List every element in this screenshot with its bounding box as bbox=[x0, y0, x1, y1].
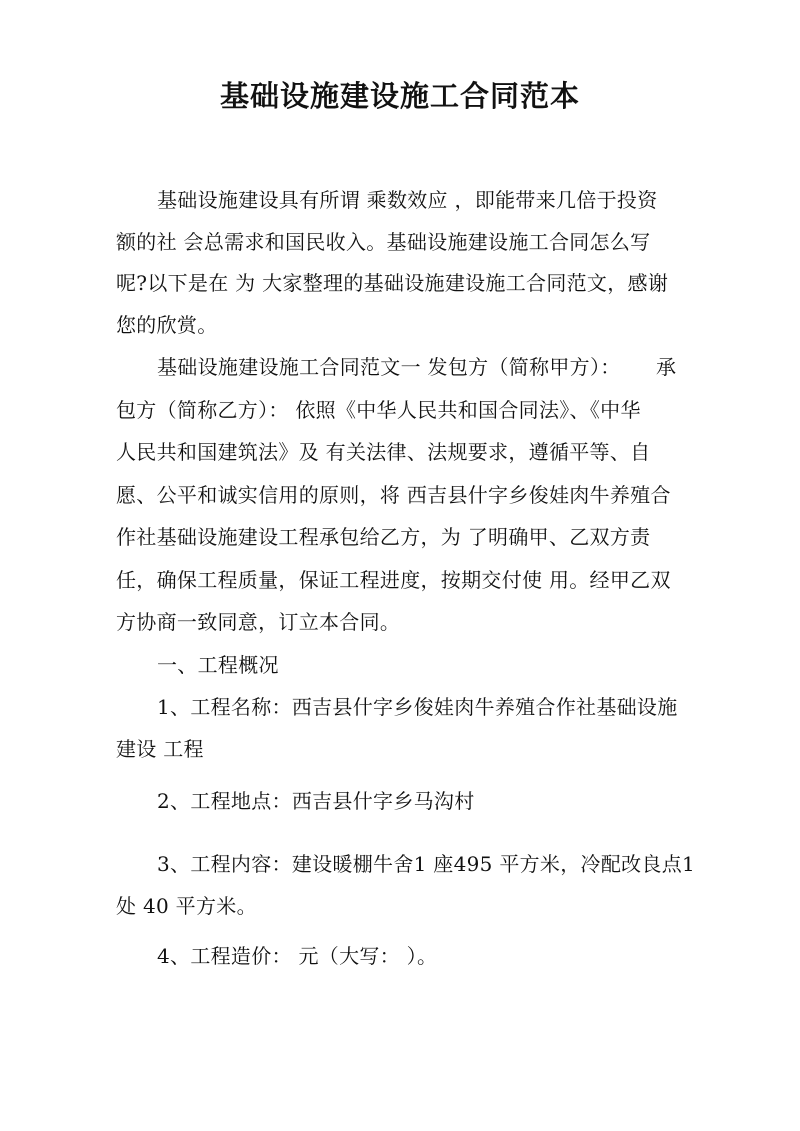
body-line: 2、工程地点：西吉县什字乡马沟村 bbox=[157, 789, 475, 813]
body-line: 任，确保工程质量，保证工程进度，按期交付使 用。经甲乙双 bbox=[116, 568, 671, 592]
section-heading: 一、工程概况 bbox=[157, 653, 279, 677]
document-title: 基础设施建设施工合同范本 bbox=[219, 79, 580, 113]
body-line: 呢?以下是在 为 大家整理的基础设施建设施工合同范文，感谢 bbox=[116, 271, 669, 295]
body-line: 包方（简称乙方）： 依照《中华人民共和国合同法》、《中华 bbox=[116, 398, 641, 422]
body-line: 处 40 平方米。 bbox=[116, 894, 257, 918]
body-line: 基础设施建设施工合同范文一 发包方（简称甲方）： bbox=[157, 355, 621, 379]
body-line: 方协商一致同意，订立本合同。 bbox=[116, 610, 401, 634]
body-line: 承 bbox=[656, 355, 677, 379]
body-line: 您的欣赏。 bbox=[116, 313, 218, 337]
body-line: 4、工程造价： 元（大写： ）。 bbox=[157, 944, 438, 968]
body-line: 3、工程内容：建设暖棚牛舍1 座495 平方米，冷配改良点1 bbox=[157, 852, 696, 876]
body-line: 额的社 会总需求和国民收入。基础设施建设施工合同怎么写 bbox=[116, 230, 651, 254]
body-line: 愿、公平和诚实信用的原则，将 西吉县什字乡俊娃肉牛养殖合 bbox=[116, 483, 671, 507]
body-line: 人民共和国建筑法》及 有关法律、法规要求，遵循平等、自 bbox=[116, 440, 651, 464]
body-line: 作社基础设施建设工程承包给乙方，为 了明确甲、乙双方责 bbox=[116, 525, 651, 549]
body-line: 基础设施建设具有所谓 乘数效应 ，即能带来几倍于投资 bbox=[157, 188, 658, 212]
body-line: 1、工程名称：西吉县什字乡俊娃肉牛养殖合作社基础设施 bbox=[157, 695, 678, 719]
body-line: 建设 工程 bbox=[116, 737, 204, 761]
